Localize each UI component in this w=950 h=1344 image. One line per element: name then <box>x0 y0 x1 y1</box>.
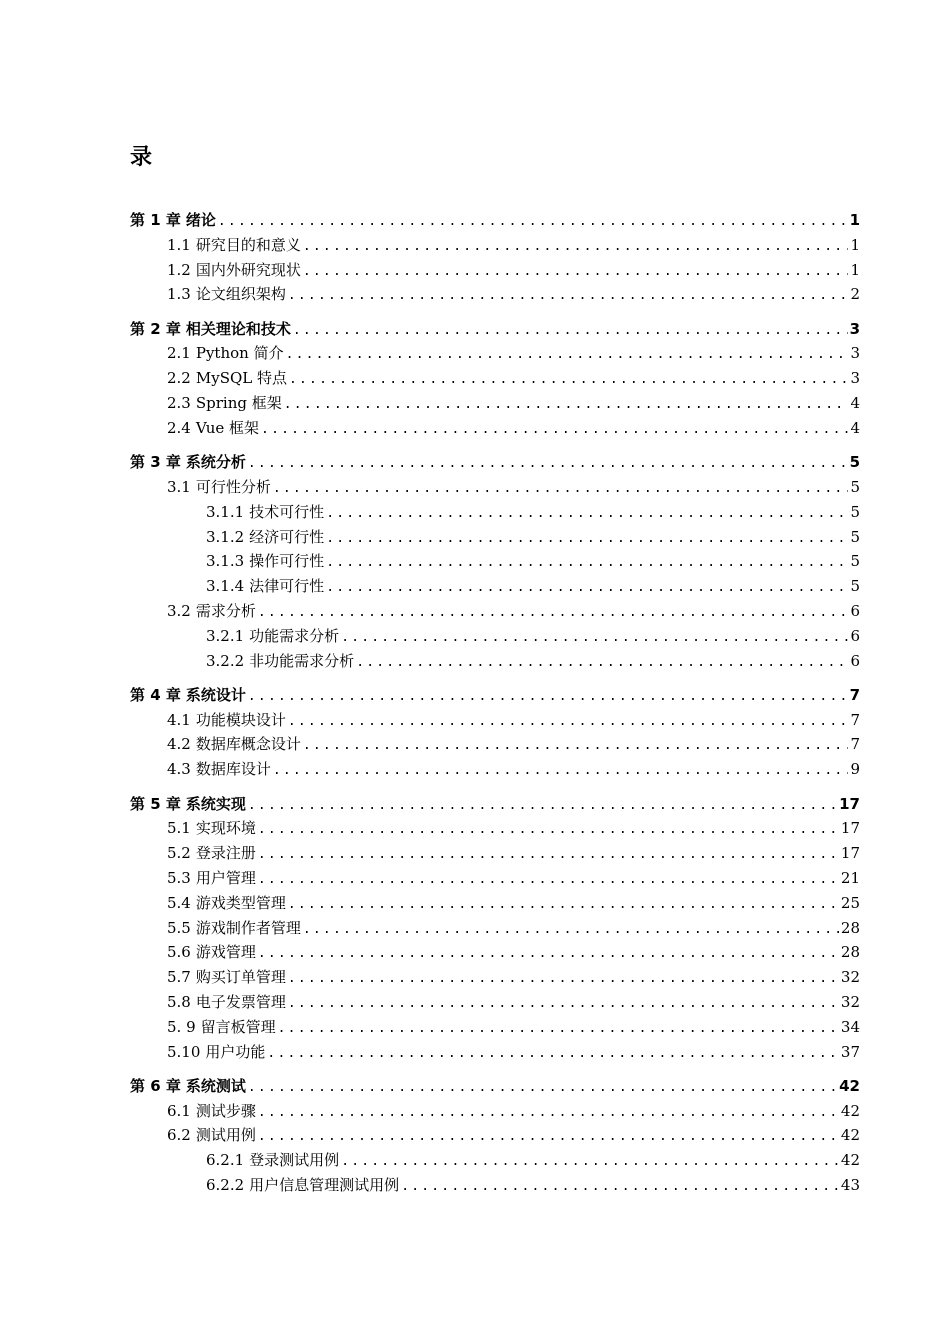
toc-entry-title: 系统分析 <box>185 453 246 472</box>
toc-dot-leader <box>288 710 848 735</box>
toc-section-entry[interactable] <box>130 282 860 307</box>
toc-entry-number: 1.3 <box>167 285 191 304</box>
toc-dot-leader <box>303 734 848 759</box>
toc-subsection-entry[interactable] <box>130 1148 860 1173</box>
toc-dot-leader <box>288 967 839 992</box>
toc-entry-title: 技术可行性 <box>249 502 325 521</box>
toc-section-entry[interactable] <box>130 416 860 441</box>
toc-dot-leader <box>286 343 848 368</box>
toc-entry-number: 6.2.1 <box>206 1151 245 1170</box>
toc-dot-leader <box>326 527 848 552</box>
toc-subsection-entry[interactable] <box>130 649 860 674</box>
toc-entry-title: 相关理论和技术 <box>185 319 291 338</box>
page-title: 录 <box>130 145 153 170</box>
toc-dot-leader <box>303 235 848 260</box>
toc-entry-title: Python 简介 <box>195 344 284 363</box>
toc-entry-title: 绪论 <box>185 211 216 229</box>
toc-section-entry[interactable] <box>130 1099 860 1124</box>
toc-entry-title: 系统实现 <box>185 794 246 813</box>
toc-entry-title: 研究目的和意义 <box>195 235 301 254</box>
toc-entry-number: 2.1 <box>167 344 191 363</box>
toc-dot-leader <box>401 1175 839 1200</box>
toc-page-number: 17 <box>839 794 860 813</box>
toc-page-number: 21 <box>840 868 860 887</box>
toc-section-entry[interactable] <box>130 732 860 757</box>
toc-entry-title: 需求分析 <box>195 601 256 620</box>
toc-page-number: 2 <box>850 285 860 304</box>
toc-entry-title: 登录测试用例 <box>249 1151 340 1170</box>
toc-entry-number: 4.3 <box>167 760 191 779</box>
toc-page-number: 17 <box>840 819 860 838</box>
toc-dot-leader <box>261 418 848 443</box>
toc-entry-number: 1.1 <box>167 235 191 254</box>
toc-page-number: 42 <box>840 1126 860 1145</box>
toc-entry-title: 功能模块设计 <box>195 710 286 729</box>
toc-entry-title: MySQL 特点 <box>195 369 287 388</box>
toc-dot-leader <box>341 1150 839 1175</box>
toc-entry-number: 2.2 <box>167 369 191 388</box>
toc-entry-number: 5.10 <box>167 1042 201 1061</box>
toc-chapter-entry[interactable] <box>130 450 860 475</box>
toc-page-number: 25 <box>840 893 860 912</box>
toc-page-number: 42 <box>839 1076 860 1095</box>
toc-page-number: 1 <box>850 260 860 279</box>
toc-page-number: 6 <box>850 651 860 670</box>
toc-entry-number: 3.1.4 <box>206 577 245 596</box>
toc-entry-title: 系统测试 <box>185 1076 246 1095</box>
toc-dot-leader <box>288 284 848 309</box>
toc-dot-leader <box>258 942 839 967</box>
toc-page-number: 7 <box>850 710 860 729</box>
toc-entry-title: 测试用例 <box>195 1126 256 1145</box>
toc-dot-leader <box>218 210 848 235</box>
toc-chapter-entry[interactable] <box>130 317 860 342</box>
toc-dot-leader <box>288 992 839 1017</box>
toc-entry-title: 游戏类型管理 <box>195 893 286 912</box>
toc-chapter-entry[interactable] <box>130 683 860 708</box>
toc-entry-title: 功能需求分析 <box>249 626 340 645</box>
toc-section-entry[interactable] <box>130 708 860 733</box>
toc-page-number: 5 <box>850 502 860 521</box>
toc-page-number: 6 <box>850 601 860 620</box>
toc-subsection-entry[interactable] <box>130 525 860 550</box>
toc-section-entry[interactable] <box>130 233 860 258</box>
toc-dot-leader <box>284 393 848 418</box>
toc-entry-number: 1.2 <box>167 260 191 279</box>
toc-dot-leader <box>303 260 848 285</box>
toc-section-entry[interactable] <box>130 258 860 283</box>
toc-entry-number: 4.1 <box>167 710 191 729</box>
toc-dot-leader <box>248 1076 837 1101</box>
toc-chapter-entry[interactable] <box>130 792 860 817</box>
toc-dot-leader <box>258 1125 839 1150</box>
toc-entry-number: 5.5 <box>167 918 191 937</box>
toc-page-number: 42 <box>840 1101 860 1120</box>
toc-entry-title: 非功能需求分析 <box>249 651 355 670</box>
toc-entry-title: 登录注册 <box>195 844 256 863</box>
toc-dot-leader <box>258 818 839 843</box>
toc-entry-title: 可行性分析 <box>195 477 271 496</box>
toc-entry-title: 游戏管理 <box>195 943 256 962</box>
toc-entry-number: 第 6 章 <box>130 1076 181 1095</box>
toc-section-entry[interactable] <box>130 1015 860 1040</box>
toc-page-number: 3 <box>850 344 860 363</box>
toc-entry-title: 国内外研究现状 <box>195 260 301 279</box>
toc-dot-leader <box>326 576 848 601</box>
toc-entry-title: 用户信息管理测试用例 <box>249 1175 400 1194</box>
toc-dot-leader <box>258 843 839 868</box>
toc-entry-number: 5.4 <box>167 893 191 912</box>
toc-dot-leader <box>341 626 848 651</box>
toc-entry-title: 实现环境 <box>195 819 256 838</box>
toc-section-entry[interactable] <box>130 965 860 990</box>
toc-section-entry[interactable] <box>130 475 860 500</box>
toc-entry-number: 3.1 <box>167 477 191 496</box>
toc-entry-number: 5. 9 <box>167 1017 196 1036</box>
toc-dot-leader <box>273 477 848 502</box>
toc-entry-number: 第 2 章 <box>130 319 181 338</box>
toc-section-entry[interactable] <box>130 841 860 866</box>
toc-dot-leader <box>248 794 837 819</box>
toc-chapter-entry[interactable] <box>130 208 860 233</box>
toc-entry-number: 3.2.1 <box>206 626 245 645</box>
toc-entry-number: 6.1 <box>167 1101 191 1120</box>
toc-page-number: 1 <box>850 235 860 254</box>
toc-entry-title: 电子发票管理 <box>195 992 286 1011</box>
toc-entry-number: 2.3 <box>167 394 191 413</box>
toc-dot-leader <box>278 1017 839 1042</box>
toc-page-number: 5 <box>850 527 860 546</box>
toc-section-entry[interactable] <box>130 366 860 391</box>
toc-entry-number: 3.2 <box>167 601 191 620</box>
toc-section-entry[interactable] <box>130 866 860 891</box>
toc-entry-number: 3.1.2 <box>206 527 245 546</box>
toc-entry-number: 第 3 章 <box>130 453 181 472</box>
toc-page-number: 4 <box>850 418 860 437</box>
toc-section-entry[interactable] <box>130 816 860 841</box>
toc-section-entry[interactable] <box>130 891 860 916</box>
toc-dot-leader <box>258 1101 839 1126</box>
toc-page-number: 43 <box>840 1175 860 1194</box>
toc-entry-title: Spring 框架 <box>195 394 282 413</box>
toc-entry-title: 留言板管理 <box>200 1017 276 1036</box>
toc-subsection-entry[interactable] <box>130 500 860 525</box>
toc-page-number: 37 <box>840 1042 860 1061</box>
toc-page-number: 5 <box>850 477 860 496</box>
toc-dot-leader <box>258 868 839 893</box>
toc-dot-leader <box>326 502 848 527</box>
toc-entry-number: 5.6 <box>167 943 191 962</box>
toc-subsection-entry[interactable] <box>130 574 860 599</box>
toc-section-entry[interactable] <box>130 757 860 782</box>
toc-page-number: 32 <box>840 992 860 1011</box>
toc-page-number: 17 <box>840 844 860 863</box>
toc-entry-title: 经济可行性 <box>249 527 325 546</box>
table-of-contents <box>130 208 860 1198</box>
toc-dot-leader <box>303 918 839 943</box>
toc-entry-title: 用户功能 <box>205 1042 266 1061</box>
toc-chapter-entry[interactable] <box>130 1074 860 1099</box>
toc-entry-number: 2.4 <box>167 418 191 437</box>
toc-entry-title: 系统设计 <box>185 685 246 704</box>
toc-entry-title: 操作可行性 <box>249 552 325 571</box>
toc-dot-leader <box>289 368 848 393</box>
toc-entry-number: 6.2.2 <box>206 1175 245 1194</box>
toc-page-number: 34 <box>840 1017 860 1036</box>
toc-page-number: 5 <box>850 552 860 571</box>
toc-section-entry[interactable] <box>130 341 860 366</box>
toc-entry-title: 测试步骤 <box>195 1101 256 1120</box>
toc-entry-title: 游戏制作者管理 <box>195 918 301 937</box>
toc-page-number: 7 <box>849 685 860 704</box>
toc-section-entry[interactable] <box>130 990 860 1015</box>
toc-page-number: 3 <box>850 369 860 388</box>
toc-section-entry[interactable] <box>130 1123 860 1148</box>
toc-entry-number: 3.1.3 <box>206 552 245 571</box>
toc-page-number: 7 <box>850 735 860 754</box>
toc-entry-title: Vue 框架 <box>195 418 260 437</box>
toc-section-entry[interactable] <box>130 1040 860 1065</box>
toc-entry-number: 4.2 <box>167 735 191 754</box>
toc-dot-leader <box>273 759 848 784</box>
toc-page-number: 3 <box>849 319 860 338</box>
toc-dot-leader <box>258 601 848 626</box>
toc-entry-number: 5.2 <box>167 844 191 863</box>
toc-entry-title: 论文组织架构 <box>195 285 286 304</box>
toc-dot-leader <box>267 1042 838 1067</box>
toc-page-number: 42 <box>840 1151 860 1170</box>
toc-entry-title: 购买订单管理 <box>195 968 286 987</box>
toc-entry-number: 第 4 章 <box>130 685 181 704</box>
toc-page-number: 5 <box>850 577 860 596</box>
toc-dot-leader <box>356 651 848 676</box>
toc-page-number: 5 <box>849 453 860 472</box>
toc-dot-leader <box>293 319 848 344</box>
toc-section-entry[interactable] <box>130 391 860 416</box>
toc-entry-number: 5.1 <box>167 819 191 838</box>
toc-dot-leader <box>248 685 848 710</box>
toc-entry-title: 数据库设计 <box>195 760 271 779</box>
toc-page-number: 1 <box>849 211 860 229</box>
toc-page-number: 6 <box>850 626 860 645</box>
toc-entry-number: 5.3 <box>167 868 191 887</box>
toc-page-number: 32 <box>840 968 860 987</box>
toc-entry-number: 第 1 章 <box>130 211 181 229</box>
toc-entry-number: 5.7 <box>167 968 191 987</box>
toc-entry-number: 6.2 <box>167 1126 191 1145</box>
toc-entry-number: 3.2.2 <box>206 651 245 670</box>
toc-entry-number: 5.8 <box>167 992 191 1011</box>
toc-subsection-entry[interactable] <box>130 549 860 574</box>
toc-subsection-entry[interactable] <box>130 624 860 649</box>
toc-section-entry[interactable] <box>130 940 860 965</box>
toc-subsection-entry[interactable] <box>130 1173 860 1198</box>
toc-dot-leader <box>248 452 848 477</box>
toc-entry-number: 3.1.1 <box>206 502 245 521</box>
toc-page-number: 28 <box>840 943 860 962</box>
toc-entry-number: 第 5 章 <box>130 794 181 813</box>
toc-section-entry[interactable] <box>130 599 860 624</box>
toc-entry-title: 法律可行性 <box>249 577 325 596</box>
toc-section-entry[interactable] <box>130 916 860 941</box>
toc-entry-title: 数据库概念设计 <box>195 735 301 754</box>
toc-page-number: 4 <box>850 394 860 413</box>
toc-dot-leader <box>326 551 848 576</box>
toc-dot-leader <box>288 893 839 918</box>
toc-entry-title: 用户管理 <box>195 868 256 887</box>
toc-page-number: 9 <box>850 760 860 779</box>
toc-page-number: 28 <box>840 918 860 937</box>
